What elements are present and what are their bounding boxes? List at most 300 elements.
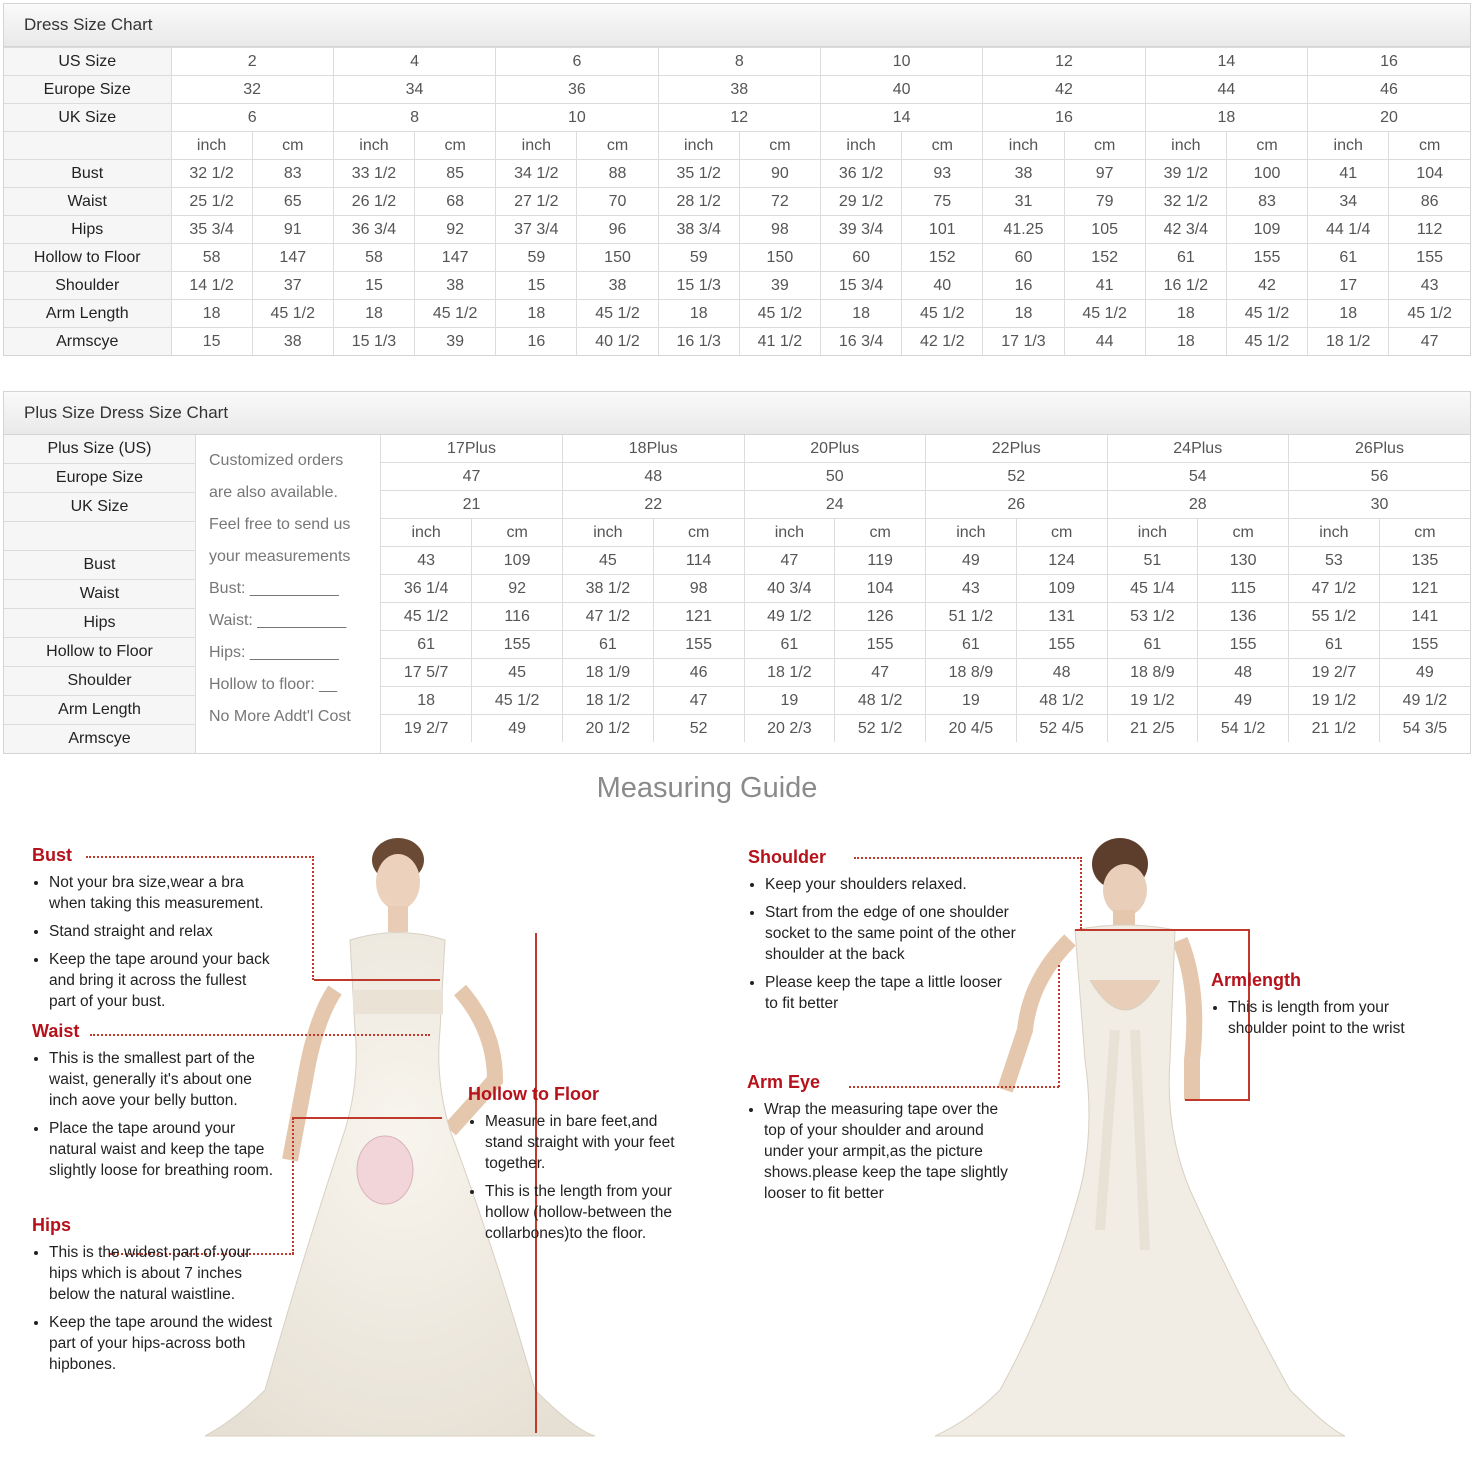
size-cell: 16 <box>1308 48 1470 76</box>
table-cell: 18 <box>821 300 902 328</box>
armlength-top-cap <box>1185 929 1249 931</box>
table-cell: 43 <box>381 547 472 575</box>
arm-eye-section <box>747 1072 1017 1211</box>
armlength-bottom-cap <box>1185 1099 1249 1101</box>
table-cell: 19 2/7 <box>1289 659 1380 687</box>
dress-size-chart-title: Dress Size Chart <box>4 4 1470 47</box>
table-cell: 96 <box>577 216 658 244</box>
table-cell: 45 1/2 <box>1389 300 1470 328</box>
table-cell: 21 1/2 <box>1289 715 1380 743</box>
unit-cell: cm <box>1016 519 1107 547</box>
table-cell: 34 <box>1308 188 1389 216</box>
table-cell: 79 <box>1064 188 1145 216</box>
table-cell: 155 <box>472 631 563 659</box>
row-label: Shoulder <box>4 667 195 696</box>
table-cell: 45 1/2 <box>577 300 658 328</box>
unit-cell: cm <box>1389 132 1470 160</box>
custom-order-note <box>196 435 381 753</box>
table-cell: 32 1/2 <box>171 160 252 188</box>
table-cell: 155 <box>1226 244 1307 272</box>
waist-section <box>32 1021 277 1188</box>
table-cell: 155 <box>1379 631 1470 659</box>
unit-cell: inch <box>744 519 835 547</box>
size-cell: 20 <box>1308 104 1470 132</box>
unit-cell: inch <box>381 519 472 547</box>
table-cell: 155 <box>1198 631 1289 659</box>
table-cell: 38 3/4 <box>658 216 739 244</box>
size-cell: 32 <box>171 76 333 104</box>
table-cell: 155 <box>835 631 926 659</box>
table-cell: 109 <box>1016 575 1107 603</box>
table-cell: 109 <box>1226 216 1307 244</box>
size-cell: 18 <box>1145 104 1307 132</box>
table-cell: 86 <box>1389 188 1470 216</box>
row-label: Bust <box>4 551 195 580</box>
table-cell: 18 1/9 <box>563 659 654 687</box>
size-cell: 12 <box>658 104 820 132</box>
table-cell: 116 <box>472 603 563 631</box>
table-cell: 45 <box>472 659 563 687</box>
hips-leader-drop <box>292 1118 294 1254</box>
table-cell: 14 1/2 <box>171 272 252 300</box>
table-cell: 47 <box>653 687 744 715</box>
table-cell: 131 <box>1016 603 1107 631</box>
table-cell: 48 <box>1016 659 1107 687</box>
table-cell: 36 3/4 <box>333 216 414 244</box>
size-cell: 10 <box>821 48 983 76</box>
row-label: UK Size <box>4 104 171 132</box>
unit-cell: cm <box>902 132 983 160</box>
table-cell: 101 <box>902 216 983 244</box>
table-cell: 18 <box>496 300 577 328</box>
table-cell: 35 3/4 <box>171 216 252 244</box>
size-cell: 17Plus <box>381 435 563 463</box>
unit-cell: cm <box>252 132 333 160</box>
table-cell: 38 <box>577 272 658 300</box>
table-cell: 44 <box>1064 328 1145 356</box>
size-cell: 54 <box>1107 463 1289 491</box>
table-cell: 33 1/2 <box>333 160 414 188</box>
table-cell: 35 1/2 <box>658 160 739 188</box>
table-cell: 60 <box>983 244 1064 272</box>
table-cell: 41.25 <box>983 216 1064 244</box>
table-cell: 97 <box>1064 160 1145 188</box>
table-row <box>381 631 1470 659</box>
table-cell: 48 1/2 <box>1016 687 1107 715</box>
size-row <box>4 104 1470 132</box>
shoulder-leader-drop <box>1080 857 1082 929</box>
table-cell: 124 <box>1016 547 1107 575</box>
unit-cell: cm <box>577 132 658 160</box>
table-cell: 32 1/2 <box>1145 188 1226 216</box>
row-label: Hollow to Floor <box>4 638 195 667</box>
armlength-section <box>1211 970 1426 1046</box>
table-cell: 20 4/5 <box>926 715 1017 743</box>
hips-heading: Hips <box>32 1215 72 1235</box>
table-cell: 45 1/2 <box>739 300 820 328</box>
table-cell: 40 <box>902 272 983 300</box>
table-cell: 20 1/2 <box>563 715 654 743</box>
table-cell: 49 <box>1379 659 1470 687</box>
tip-item: • Stand straight and relax <box>49 921 277 942</box>
table-cell: 38 <box>252 328 333 356</box>
table-row <box>381 659 1470 687</box>
bust-heading: Bust <box>32 845 72 865</box>
row-label: Arm Length <box>4 300 171 328</box>
table-cell: 34 1/2 <box>496 160 577 188</box>
row-label: Bust <box>4 160 171 188</box>
unit-row <box>4 132 1470 160</box>
table-cell: 39 1/2 <box>1145 160 1226 188</box>
size-cell: 40 <box>821 76 983 104</box>
table-cell: 39 3/4 <box>821 216 902 244</box>
tip-item: • Measure in bare feet,and stand straight with your feet together. <box>485 1111 683 1174</box>
table-cell: 20 2/3 <box>744 715 835 743</box>
table-cell: 41 <box>1064 272 1145 300</box>
table-cell: 15 3/4 <box>821 272 902 300</box>
table-cell: 18 8/9 <box>1107 659 1198 687</box>
table-cell: 18 <box>1308 300 1389 328</box>
row-label: US Size <box>4 48 171 76</box>
table-cell: 104 <box>1389 160 1470 188</box>
tip-item: • This is length from your shoulder point to the wrist <box>1228 997 1426 1039</box>
unit-cell: cm <box>472 519 563 547</box>
table-cell: 18 <box>381 687 472 715</box>
unit-cell: cm <box>1226 132 1307 160</box>
tip-item: • Wrap the measuring tape over the top of your shoulder and around under your armpit,as the picture shows.please keep the tape slightly looser to fit better <box>764 1099 1017 1204</box>
table-cell: 61 <box>381 631 472 659</box>
size-row <box>381 435 1470 463</box>
table-cell: 92 <box>472 575 563 603</box>
tip-item: • Keep the tape around the widest part of your hips-across both hipbones. <box>49 1312 277 1375</box>
table-cell: 49 1/2 <box>744 603 835 631</box>
hips-tips <box>32 1242 277 1375</box>
size-row <box>4 76 1470 104</box>
table-cell: 26 1/2 <box>333 188 414 216</box>
table-cell: 152 <box>902 244 983 272</box>
row-label: Waist <box>4 188 171 216</box>
table-cell: 147 <box>415 244 496 272</box>
size-cell: 28 <box>1107 491 1289 519</box>
size-cell: 18Plus <box>563 435 745 463</box>
table-cell: 38 1/2 <box>563 575 654 603</box>
plus-size-table <box>381 435 1470 742</box>
table-cell: 88 <box>577 160 658 188</box>
table-cell: 43 <box>926 575 1017 603</box>
size-cell: 2 <box>171 48 333 76</box>
size-cell: 47 <box>381 463 563 491</box>
row-label: Plus Size (US) <box>4 435 195 464</box>
size-cell: 42 <box>983 76 1145 104</box>
size-cell: 44 <box>1145 76 1307 104</box>
size-cell: 52 <box>926 463 1108 491</box>
table-cell: 49 <box>926 547 1017 575</box>
table-cell: 38 <box>415 272 496 300</box>
table-cell: 47 <box>835 659 926 687</box>
table-cell: 28 1/2 <box>658 188 739 216</box>
table-cell: 75 <box>902 188 983 216</box>
table-cell: 44 1/4 <box>1308 216 1389 244</box>
table-cell: 36 1/4 <box>381 575 472 603</box>
table-cell: 45 1/2 <box>1226 328 1307 356</box>
shoulder-section <box>748 847 1018 1021</box>
table-cell: 38 <box>983 160 1064 188</box>
size-cell: 26 <box>926 491 1108 519</box>
note-line: are also available. <box>209 484 338 501</box>
size-cell: 4 <box>333 48 495 76</box>
table-cell: 47 <box>1389 328 1470 356</box>
row-label: Arm Length <box>4 696 195 725</box>
measuring-guide-title: Measuring Guide <box>596 772 818 804</box>
plus-size-chart-title: Plus Size Dress Size Chart <box>4 392 1470 435</box>
table-row <box>4 160 1470 188</box>
unit-cell: cm <box>1198 519 1289 547</box>
size-cell: 48 <box>563 463 745 491</box>
bust-section <box>32 845 277 1019</box>
table-row <box>4 272 1470 300</box>
table-cell: 130 <box>1198 547 1289 575</box>
table-cell: 52 <box>653 715 744 743</box>
table-cell: 49 1/2 <box>1379 687 1470 715</box>
unit-cell: inch <box>1145 132 1226 160</box>
size-cell: 30 <box>1289 491 1471 519</box>
table-cell: 15 <box>171 328 252 356</box>
table-cell: 45 <box>563 547 654 575</box>
tip-item: • Keep your shoulders relaxed. <box>765 874 1018 895</box>
table-cell: 52 1/2 <box>835 715 926 743</box>
note-line: Bust: __________ <box>209 580 339 597</box>
table-cell: 45 1/2 <box>1064 300 1145 328</box>
table-cell: 90 <box>739 160 820 188</box>
size-cell: 16 <box>983 104 1145 132</box>
unit-cell: cm <box>739 132 820 160</box>
hollow-tips <box>468 1111 683 1244</box>
table-cell: 126 <box>835 603 926 631</box>
table-cell: 41 <box>1308 160 1389 188</box>
tip-item: • Start from the edge of one shoulder socket to the same point of the other shoulder at the back <box>765 902 1018 965</box>
size-cell: 38 <box>658 76 820 104</box>
size-cell: 6 <box>171 104 333 132</box>
row-label: Europe Size <box>4 76 171 104</box>
table-cell: 58 <box>171 244 252 272</box>
table-cell: 18 1/2 <box>1308 328 1389 356</box>
table-cell: 61 <box>1308 244 1389 272</box>
unit-row <box>381 519 1470 547</box>
row-label: UK Size <box>4 493 195 522</box>
table-row <box>4 216 1470 244</box>
table-cell: 39 <box>739 272 820 300</box>
unit-cell: inch <box>821 132 902 160</box>
bust-leader-drop <box>312 856 314 980</box>
size-cell: 8 <box>333 104 495 132</box>
table-cell: 58 <box>333 244 414 272</box>
size-cell: 26Plus <box>1289 435 1471 463</box>
table-cell: 18 <box>1145 300 1226 328</box>
table-cell: 68 <box>415 188 496 216</box>
table-cell: 16 3/4 <box>821 328 902 356</box>
table-cell: 18 <box>658 300 739 328</box>
table-cell: 18 <box>333 300 414 328</box>
size-cell: 6 <box>496 48 658 76</box>
tip-item: • This is the smallest part of the waist, generally it's about one inch aove your belly button. <box>49 1048 277 1111</box>
table-cell: 141 <box>1379 603 1470 631</box>
table-cell: 19 2/7 <box>381 715 472 743</box>
table-cell: 37 3/4 <box>496 216 577 244</box>
unit-cell: inch <box>496 132 577 160</box>
table-cell: 61 <box>1107 631 1198 659</box>
table-cell: 152 <box>1064 244 1145 272</box>
note-line: No More Addt'l Cost <box>209 708 351 725</box>
table-cell: 70 <box>577 188 658 216</box>
table-cell: 52 4/5 <box>1016 715 1107 743</box>
tip-item: • This is the length from your hollow (hollow-between the collarbones)to the floor. <box>485 1181 683 1244</box>
table-cell: 104 <box>835 575 926 603</box>
table-cell: 16 <box>496 328 577 356</box>
row-label: Hips <box>4 609 195 638</box>
table-cell: 45 1/2 <box>472 687 563 715</box>
table-cell: 49 <box>472 715 563 743</box>
table-cell: 93 <box>902 160 983 188</box>
size-cell: 24 <box>744 491 926 519</box>
table-cell: 114 <box>653 547 744 575</box>
table-cell: 61 <box>744 631 835 659</box>
size-cell: 14 <box>821 104 983 132</box>
table-cell: 54 1/2 <box>1198 715 1289 743</box>
table-cell: 19 <box>744 687 835 715</box>
table-cell: 18 <box>171 300 252 328</box>
dress-size-table <box>4 47 1470 355</box>
table-cell: 112 <box>1389 216 1470 244</box>
tip-item: • Please keep the tape a little looser to fit better <box>765 972 1018 1014</box>
table-row <box>381 687 1470 715</box>
unit-cell: inch <box>1308 132 1389 160</box>
table-cell: 19 1/2 <box>1107 687 1198 715</box>
size-cell: 22 <box>563 491 745 519</box>
table-cell: 98 <box>653 575 744 603</box>
unit-cell: inch <box>563 519 654 547</box>
table-cell: 47 1/2 <box>563 603 654 631</box>
shoulder-heading: Shoulder <box>748 847 827 867</box>
table-cell: 18 8/9 <box>926 659 1017 687</box>
table-cell: 98 <box>739 216 820 244</box>
note-line: Hollow to floor: __ <box>209 676 338 693</box>
hips-measure-line <box>292 1117 442 1119</box>
table-cell: 53 1/2 <box>1107 603 1198 631</box>
waist-tips <box>32 1048 277 1181</box>
table-cell: 109 <box>472 547 563 575</box>
table-cell: 39 <box>415 328 496 356</box>
table-cell: 61 <box>1289 631 1380 659</box>
table-cell: 16 1/3 <box>658 328 739 356</box>
size-cell: 24Plus <box>1107 435 1289 463</box>
hollow-to-floor-section <box>468 1084 683 1251</box>
dress-size-chart <box>3 3 1471 356</box>
shoulder-measure-line <box>1075 929 1190 931</box>
table-cell: 45 1/2 <box>252 300 333 328</box>
table-cell: 18 <box>1145 328 1226 356</box>
note-line: Feel free to send us <box>209 516 351 533</box>
armlength-heading: Armlength <box>1211 970 1301 990</box>
size-row <box>381 491 1470 519</box>
size-cell: 10 <box>496 104 658 132</box>
table-cell: 150 <box>739 244 820 272</box>
unit-cell: inch <box>333 132 414 160</box>
unit-cell: inch <box>983 132 1064 160</box>
table-cell: 155 <box>1016 631 1107 659</box>
table-cell: 100 <box>1226 160 1307 188</box>
bust-measure-line <box>314 979 440 981</box>
table-cell: 15 1/3 <box>333 328 414 356</box>
table-cell: 45 1/2 <box>381 603 472 631</box>
armlength-tips <box>1211 997 1426 1039</box>
hollow-to-floor-heading: Hollow to Floor <box>468 1084 599 1104</box>
table-cell: 115 <box>1198 575 1289 603</box>
table-cell: 47 1/2 <box>1289 575 1380 603</box>
table-cell: 83 <box>252 160 333 188</box>
table-cell: 60 <box>821 244 902 272</box>
table-cell: 147 <box>252 244 333 272</box>
row-label <box>4 522 195 551</box>
size-cell: 36 <box>496 76 658 104</box>
size-cell: 8 <box>658 48 820 76</box>
size-cell: 46 <box>1308 76 1470 104</box>
table-cell: 136 <box>1198 603 1289 631</box>
table-cell: 85 <box>415 160 496 188</box>
unit-cell: inch <box>658 132 739 160</box>
table-cell: 15 <box>496 272 577 300</box>
waist-heading: Waist <box>32 1021 80 1041</box>
bust-tips <box>32 872 277 1012</box>
unit-cell: inch <box>926 519 1017 547</box>
table-cell: 17 <box>1308 272 1389 300</box>
table-cell: 135 <box>1379 547 1470 575</box>
tip-item: • Place the tape around your natural waist and keep the tape slightly loose for breathing room. <box>49 1118 277 1181</box>
table-row <box>4 188 1470 216</box>
table-cell: 121 <box>653 603 744 631</box>
table-row <box>4 300 1470 328</box>
table-row <box>381 547 1470 575</box>
armeye-tips <box>747 1099 1017 1204</box>
table-cell: 36 1/2 <box>821 160 902 188</box>
table-cell: 16 <box>983 272 1064 300</box>
note-line: Waist: __________ <box>209 612 347 629</box>
table-cell: 42 <box>1226 272 1307 300</box>
table-cell: 65 <box>252 188 333 216</box>
table-cell: 15 <box>333 272 414 300</box>
table-cell: 47 <box>744 547 835 575</box>
shoulder-tips <box>748 874 1018 1014</box>
plus-size-chart <box>3 391 1471 754</box>
table-cell: 49 <box>1198 687 1289 715</box>
table-cell: 15 1/3 <box>658 272 739 300</box>
table-row <box>381 603 1470 631</box>
row-label: Hips <box>4 216 171 244</box>
table-row <box>4 244 1470 272</box>
note-line: your measurements <box>209 548 351 565</box>
table-cell: 16 1/2 <box>1145 272 1226 300</box>
table-cell: 119 <box>835 547 926 575</box>
table-cell: 42 3/4 <box>1145 216 1226 244</box>
table-cell: 91 <box>252 216 333 244</box>
table-cell: 45 1/2 <box>902 300 983 328</box>
table-cell: 46 <box>653 659 744 687</box>
table-cell: 27 1/2 <box>496 188 577 216</box>
size-row <box>381 463 1470 491</box>
unit-cell: cm <box>1064 132 1145 160</box>
table-cell: 40 3/4 <box>744 575 835 603</box>
table-cell: 48 <box>1198 659 1289 687</box>
unit-cell: inch <box>171 132 252 160</box>
